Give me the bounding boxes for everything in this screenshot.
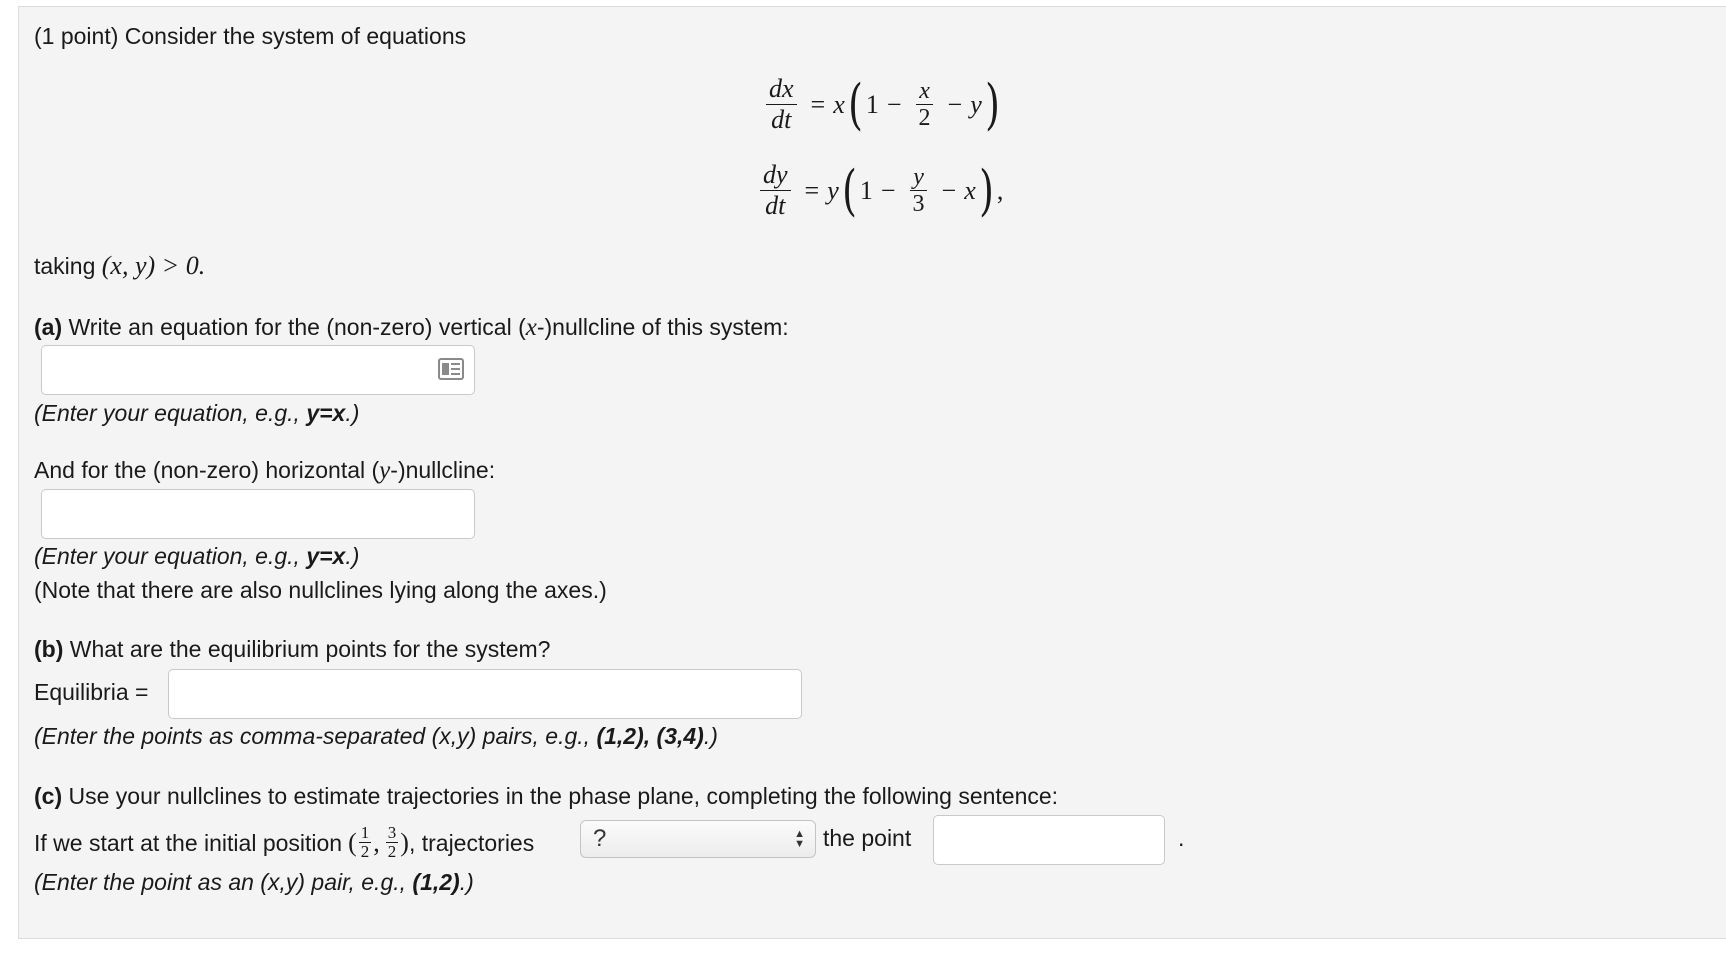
two-denominator: 2 (918, 105, 931, 131)
y-num: 3 (387, 823, 397, 842)
part-c-label: (c) (34, 783, 63, 809)
dy-dt-fraction (760, 160, 791, 221)
condition-math: (x, y) > 0. (101, 251, 206, 280)
hint-example: (1,2), (3,4) (596, 723, 704, 749)
x-over-2-fraction (916, 78, 934, 131)
hint-text: (Enter the point as an (x,y) pair, e.g., (34, 869, 413, 895)
problem-intro (34, 22, 466, 50)
dt-denominator: dt (765, 191, 786, 220)
equation-dx-dt (760, 74, 1003, 135)
part-a-text-pre: Write an equation for the (non-zero) vertical ( (68, 314, 526, 340)
minus-sign: − (880, 175, 896, 205)
point-input[interactable] (933, 815, 1165, 865)
equation-dy-dt (754, 160, 1003, 221)
hint-vertical-nullcline (34, 399, 359, 427)
x-den: 2 (360, 842, 370, 861)
equals-sign: = (804, 175, 820, 205)
horizontal-nullcline-prompt (34, 456, 495, 485)
open-paren: ( (847, 72, 863, 136)
var-y: y (379, 457, 391, 484)
hint-end: .) (345, 400, 360, 426)
close-paren: ) (400, 827, 409, 857)
hint-text: (Enter the points as comma-separated (x,y) pairs, e.g., (34, 723, 597, 749)
equals-sign: = (810, 89, 826, 119)
vertical-nullcline-input[interactable] (41, 345, 475, 395)
part-b-text: What are the equilibrium points for the system? (69, 636, 551, 662)
x-num: 1 (360, 823, 370, 842)
minus-sign: − (941, 175, 957, 205)
and-text-post: -)nullcline: (390, 457, 496, 483)
hint-example: y=x (306, 400, 346, 426)
initial-y-fraction (386, 824, 399, 861)
y-over-3-fraction (910, 164, 928, 217)
points-label: (1 point) (34, 23, 119, 49)
sentence-pre: If we start at the initial position (34, 829, 343, 856)
minus-sign: − (886, 89, 902, 119)
part-c-prompt (34, 782, 1058, 810)
part-a-prompt (34, 313, 789, 342)
hint-end: .) (459, 869, 474, 895)
trajectory-direction-select[interactable] (580, 820, 816, 858)
close-paren: ) (978, 158, 994, 222)
taking-label: taking (34, 253, 96, 279)
sentence-mid: , trajectories (408, 829, 535, 856)
dx-numerator: dx (766, 74, 797, 105)
open-paren: ( (348, 827, 357, 857)
term-y: y (970, 89, 982, 119)
and-text-pre: And for the (non-zero) horizontal ( (34, 457, 380, 483)
select-value: ? (593, 825, 607, 852)
y-numerator: y (910, 164, 927, 191)
trailing-comma: , (996, 175, 1004, 205)
factor-y: y (827, 175, 839, 205)
x-numerator: x (916, 78, 933, 105)
equation-editor-icon[interactable] (438, 358, 464, 380)
part-b-prompt (34, 635, 550, 663)
hint-text: (Enter your equation, e.g., (34, 543, 307, 569)
hint-end: .) (345, 543, 360, 569)
part-a-text-post: -)nullcline of this system: (536, 314, 789, 340)
hint-text: (Enter your equation, e.g., (34, 400, 307, 426)
one: 1 (859, 175, 873, 205)
y-den: 2 (387, 842, 397, 861)
comma: , (373, 827, 380, 857)
dy-numerator: dy (760, 160, 791, 191)
domain-condition (34, 252, 205, 280)
open-paren: ( (841, 158, 857, 222)
term-x: x (964, 175, 976, 205)
select-arrows-icon: ▲ ▼ (794, 828, 805, 850)
trajectory-sentence (34, 824, 534, 861)
the-point-label: the point (823, 825, 912, 851)
part-a-label: (a) (34, 314, 63, 340)
hint-example: (1,2) (412, 869, 460, 895)
minus-sign: − (947, 89, 963, 119)
part-c-text: Use your nullclines to estimate trajectories in the phase plane, completing the following sentence: (68, 783, 1059, 809)
hint-equilibria (34, 722, 718, 750)
hint-example: y=x (306, 543, 346, 569)
close-paren: ) (984, 72, 1000, 136)
dt-denominator: dt (771, 105, 792, 134)
sentence-period: . (1178, 825, 1185, 851)
initial-x-fraction (359, 824, 372, 861)
three-denominator: 3 (912, 191, 925, 217)
horizontal-nullcline-input[interactable] (41, 489, 475, 539)
factor-x: x (833, 89, 845, 119)
one: 1 (865, 89, 879, 119)
hint-point (34, 868, 474, 896)
equilibria-input[interactable] (168, 669, 802, 719)
part-b-label: (b) (34, 636, 64, 662)
intro-text: Consider the system of equations (124, 23, 467, 49)
dx-dt-fraction (766, 74, 797, 135)
hint-horizontal-nullcline (34, 542, 359, 570)
var-x: x (525, 314, 537, 341)
axes-note: (Note that there are also nullclines lying along the axes.) (34, 577, 607, 603)
equilibria-label: Equilibria = (34, 679, 149, 705)
hint-end: .) (703, 723, 718, 749)
